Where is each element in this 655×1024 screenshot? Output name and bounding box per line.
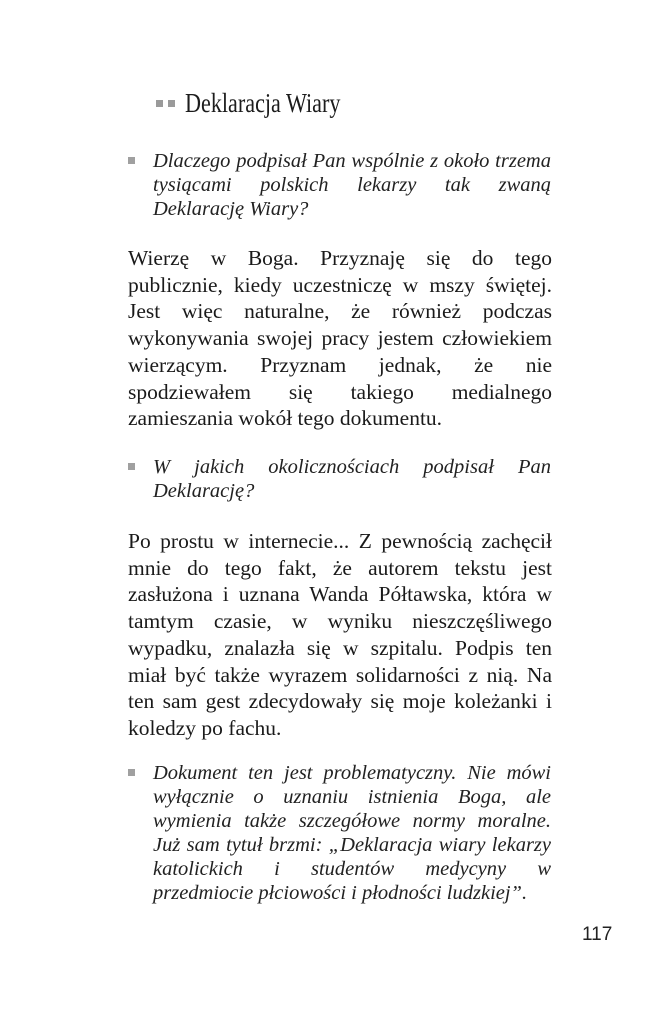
question-text: Dokument ten jest problematyczny. Nie mówi wyłącznie o uznaniu istnienia Boga, ale wymienia także szczegółowe normy moralne. Już sam tytuł brzmi: „Deklaracja wiary lekarzy katolickich i studentów medycyny w przedmiocie płciowości i płodności ludzkiej”. [153, 762, 551, 904]
square-bullet-icon [128, 157, 135, 164]
square-bullet-icon [168, 100, 175, 107]
interview-question-3 [128, 761, 551, 905]
heading-marks [156, 100, 175, 107]
question-text: W jakich okolicznościach podpisał Pan Deklarację? [153, 456, 551, 502]
square-bullet-icon [128, 769, 135, 776]
square-bullet-icon [128, 463, 135, 470]
interview-question-2 [128, 455, 551, 503]
interview-answer-2: Po prostu w internecie... Z pewnością zachęcił mnie do tego fakt, że autorem tekstu jest zasłużona i uznana Wanda Półtawska, która w tamtym czasie, w wyniku nieszczęśliwego wypadku, znalazła się w szpitalu. Podpis ten miał być także wyrazem solidarności z nią. Na ten sam gest zdecydowały się moje koleżanki i koledzy po fachu. [128, 529, 552, 740]
interview-question-1 [128, 149, 551, 221]
page-number: 117 [582, 924, 613, 945]
interview-answer-1: Wierzę w Boga. Przyznaję się do tego publicznie, kiedy uczestniczę w mszy świętej. Jest więc naturalne, że również podczas wykonywania swojej pracy jestem człowiekiem wierzącym. Przyznam jednak, że nie spodziewałem się takiego medialnego zamieszania wokół tego dokumentu. [128, 246, 552, 431]
section-heading [156, 88, 375, 119]
question-text: Dlaczego podpisał Pan wspólnie z około trzema tysiącami polskich lekarzy tak zwaną Deklarację Wiary? [153, 150, 551, 220]
square-bullet-icon [156, 100, 163, 107]
section-title: Deklaracja Wiary [185, 88, 341, 118]
